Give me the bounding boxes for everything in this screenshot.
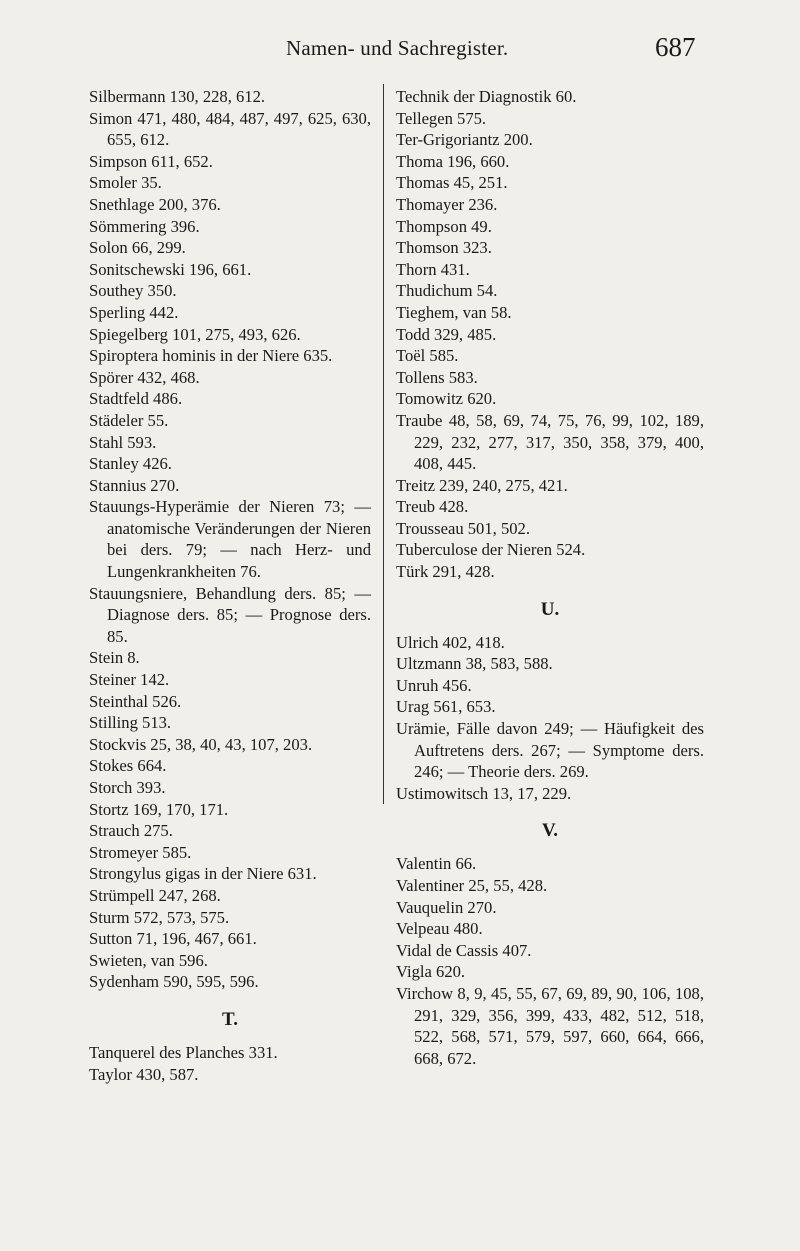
index-entry: Strauch 275. xyxy=(89,821,173,841)
index-entry: Steinthal 526. xyxy=(89,691,182,711)
index-entry: Toël 585. xyxy=(396,346,459,366)
index-entry: Spörer 432, 468. xyxy=(89,367,200,387)
section-letter-u: U. xyxy=(540,598,560,620)
index-entry: Southey 350. xyxy=(89,281,177,301)
index-entry: Stahl 593. xyxy=(89,432,157,452)
index-entry: Simon 471, 480, 484, 487, 497, 625, 630, 655, 612. xyxy=(89,108,371,150)
index-entry: Velpeau 480. xyxy=(396,919,483,939)
index-entry: Vidal de Cassis 407. xyxy=(396,940,532,960)
index-entry: Snethlage 200, 376. xyxy=(89,194,221,214)
index-entry: Ulrich 402, 418. xyxy=(396,632,505,652)
index-entry: Sturm 572, 573, 575. xyxy=(89,907,230,927)
index-entry: Stockvis 25, 38, 40, 43, 107, 203. xyxy=(89,734,313,754)
index-entry: Ter-Grigoriantz 200. xyxy=(396,130,533,150)
index-entry: Technik der Diagnostik 60. xyxy=(396,87,577,106)
index-entry: Strongylus gigas in der Niere 631. xyxy=(89,864,317,884)
index-entry: Urag 561, 653. xyxy=(396,697,496,717)
index-group-u xyxy=(396,632,704,805)
index-entry: Thudichum 54. xyxy=(396,281,498,301)
running-header xyxy=(0,32,800,62)
index-entry: Smoler 35. xyxy=(89,173,162,193)
index-entry: Traube 48, 58, 69, 74, 75, 76, 99, 102, 189, 229, 232, 277, 317, 350, 358, 379, 400, 408, 445. xyxy=(396,410,704,474)
index-entry: Strümpell 247, 268. xyxy=(89,885,221,905)
index-entry: Stauungsniere, Behandlung ders. 85; — Diagnose ders. 85; — Prognose ders. 85. xyxy=(89,583,371,646)
index-entry: Sydenham 590, 595, 596. xyxy=(89,972,259,992)
page-number: 687 xyxy=(655,32,696,62)
index-entry: Virchow 8, 9, 45, 55, 67, 69, 89, 90, 106, 108, 291, 329, 356, 399, 433, 482, 512, 518, 522, 568, 571, 579, 597, 660, 664, 666, 668, 672. xyxy=(396,983,704,1068)
index-entry: Todd 329, 485. xyxy=(396,324,497,344)
index-entry: Ultzmann 38, 583, 588. xyxy=(396,654,553,674)
index-entry: Sömmering 396. xyxy=(89,216,200,236)
index-entry: Taylor 430, 587. xyxy=(89,1064,199,1084)
index-entry: Tieghem, van 58. xyxy=(396,302,512,322)
index-group-s xyxy=(89,86,371,993)
index-group-t xyxy=(89,1042,371,1085)
index-entry: Stadtfeld 486. xyxy=(89,389,183,409)
index-entry: Solon 66, 299. xyxy=(89,238,186,258)
index-entry: Treub 428. xyxy=(396,497,469,517)
right-column xyxy=(396,86,704,1069)
index-entry: Stauungs-Hyperämie der Nieren 73; — anatomische Veränderungen der Nieren bei ders. 79; — nach Herz- und Lungenkrankheiten 76. xyxy=(89,497,371,582)
index-entry: Stortz 169, 170, 171. xyxy=(89,799,229,819)
column-divider xyxy=(383,84,384,804)
index-entry: Vauquelin 270. xyxy=(396,897,497,917)
index-entry: Stannius 270. xyxy=(89,475,180,495)
index-entry: Sutton 71, 196, 467, 661. xyxy=(89,929,257,949)
index-entry: Thompson 49. xyxy=(396,216,492,236)
index-entry: Stanley 426. xyxy=(89,454,172,474)
index-entry: Simpson 611, 652. xyxy=(89,151,213,171)
index-entry: Stein 8. xyxy=(89,648,140,668)
index-entry: Sonitschewski 196, 661. xyxy=(89,259,252,279)
index-entry: Silbermann 130, 228, 612. xyxy=(89,87,266,106)
index-entry: Thorn 431. xyxy=(396,259,470,279)
index-entry: Stilling 513. xyxy=(89,713,172,733)
index-entry: Tellegen 575. xyxy=(396,108,487,128)
index-entry: Valentin 66. xyxy=(396,854,477,874)
section-letter-v: V. xyxy=(541,820,559,842)
index-entry: Spiegelberg 101, 275, 493, 626. xyxy=(89,324,301,344)
index-entry: Stokes 664. xyxy=(89,756,167,776)
index-group-t-cont xyxy=(396,86,704,583)
index-entry: Valentiner 25, 55, 428. xyxy=(396,876,548,895)
index-entry: Türk 291, 428. xyxy=(396,562,495,582)
index-entry: Ustimowitsch 13, 17, 229. xyxy=(396,783,572,803)
section-letter-t: T. xyxy=(221,1008,238,1030)
index-entry: Spiroptera hominis in der Niere 635. xyxy=(89,346,333,366)
header-title: Namen- und Sachregister. xyxy=(286,36,509,60)
index-group-v xyxy=(396,853,704,1069)
index-entry: Städeler 55. xyxy=(89,410,169,430)
index-entry: Thomayer 236. xyxy=(396,194,498,214)
index-entry: Thoma 196, 660. xyxy=(396,151,510,171)
index-entry: Stromeyer 585. xyxy=(89,842,192,862)
index-entry: Thomson 323. xyxy=(396,238,492,258)
index-entry: Tollens 583. xyxy=(396,367,478,387)
index-entry: Tanquerel des Planches 331. xyxy=(89,1042,278,1062)
left-column xyxy=(89,86,371,1085)
index-entry: Vigla 620. xyxy=(396,962,466,982)
index-entry: Tuberculose der Nieren 524. xyxy=(396,540,586,560)
index-entry: Urämie, Fälle davon 249; — Häufigkeit des Auftretens ders. 267; — Symptome ders. 246; — Theorie ders. 269. xyxy=(396,719,704,782)
index-entry: Storch 393. xyxy=(89,778,166,797)
index-entry: Thomas 45, 251. xyxy=(396,173,508,193)
index-entry: Swieten, van 596. xyxy=(89,950,208,970)
index-entry: Steiner 142. xyxy=(89,670,170,690)
index-entry: Sperling 442. xyxy=(89,302,179,322)
index-entry: Tomowitz 620. xyxy=(396,389,497,409)
index-entry: Unruh 456. xyxy=(396,675,472,695)
index-entry: Treitz 239, 240, 275, 421. xyxy=(396,475,568,495)
index-entry: Trousseau 501, 502. xyxy=(396,518,530,538)
